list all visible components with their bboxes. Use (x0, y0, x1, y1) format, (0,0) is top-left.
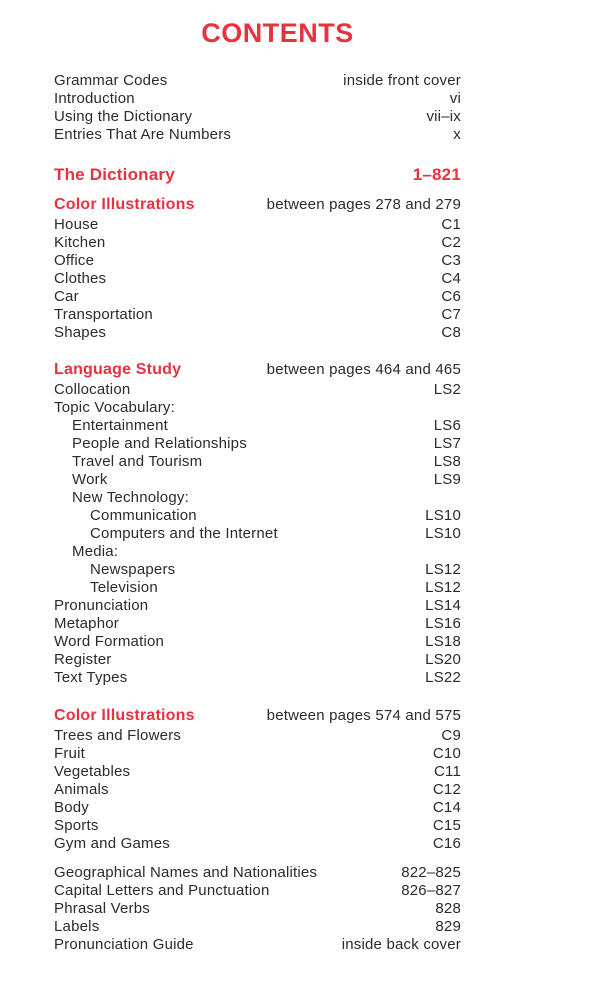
entry-page: C7 (441, 306, 461, 323)
entry-page: LS10 (425, 507, 461, 524)
section-heading-row[interactable] (54, 705, 461, 727)
language-study-section (54, 359, 461, 687)
toc-entry[interactable] (54, 561, 461, 579)
toc-entry[interactable] (54, 108, 461, 126)
entry-page: LS12 (425, 579, 461, 596)
entry-label: Television (90, 579, 158, 596)
toc-entry[interactable] (54, 900, 461, 918)
toc-entry[interactable] (54, 799, 461, 817)
toc-entry[interactable] (54, 835, 461, 853)
entry-page: C11 (433, 763, 461, 780)
entry-label: Computers and the Internet (90, 525, 278, 542)
entry-label: Car (54, 288, 79, 305)
entry-label: Trees and Flowers (54, 727, 182, 744)
toc-subheading (54, 399, 461, 417)
entry-page: LS20 (425, 651, 461, 668)
entry-label: Pronunciation Guide (54, 936, 194, 953)
page-title: CONTENTS (201, 18, 354, 48)
entry-page: C9 (441, 727, 461, 744)
toc-entry[interactable] (54, 669, 461, 687)
entry-page: C2 (441, 234, 461, 251)
toc-entry[interactable] (54, 471, 461, 489)
entry-label: Clothes (54, 270, 107, 287)
toc-entry[interactable] (54, 615, 461, 633)
toc-entry[interactable] (54, 633, 461, 651)
entry-label: Newspapers (90, 561, 176, 578)
entry-label: Register (54, 651, 112, 668)
entry-label: Grammar Codes (54, 72, 168, 89)
toc-entry[interactable] (54, 453, 461, 471)
entry-label: Topic Vocabulary: (54, 399, 175, 416)
entry-page: C10 (432, 745, 461, 762)
entry-page: LS8 (433, 453, 461, 470)
toc-entry[interactable] (54, 306, 461, 324)
toc-entry[interactable] (54, 882, 461, 900)
toc-entry[interactable] (54, 579, 461, 597)
front-matter-section (54, 72, 461, 144)
entry-label: Word Formation (54, 633, 165, 650)
entry-page: LS10 (425, 525, 461, 542)
dictionary-heading[interactable] (54, 164, 461, 186)
entry-page: C6 (441, 288, 461, 305)
entry-label: Metaphor (54, 615, 119, 632)
entry-page: C15 (432, 817, 461, 834)
color-illustrations-1-section (54, 194, 461, 342)
section-page-range: 1–821 (412, 165, 461, 184)
entry-page: C16 (432, 835, 461, 852)
entry-page: C14 (432, 799, 461, 816)
entry-page: inside front cover (343, 72, 461, 89)
entry-label: Collocation (54, 381, 131, 398)
entry-label: Introduction (54, 90, 135, 107)
back-matter-section (54, 864, 461, 954)
entry-page: LS12 (425, 561, 461, 578)
entry-page: LS14 (425, 597, 461, 614)
entry-label: Pronunciation (54, 597, 149, 614)
entry-label: Communication (90, 507, 197, 524)
toc-entry[interactable] (54, 507, 461, 525)
toc-entry[interactable] (54, 381, 461, 399)
entry-label: Labels (54, 918, 100, 935)
entry-page: vi (449, 90, 461, 107)
entry-page: C1 (441, 216, 461, 233)
entry-label: Work (72, 471, 108, 488)
entry-label: Sports (54, 817, 99, 834)
toc-entry[interactable] (54, 651, 461, 669)
entry-page: C8 (441, 324, 461, 341)
section-heading: Color Illustrations (54, 196, 195, 213)
toc-entry[interactable] (54, 72, 461, 90)
section-page-range: between pages 278 and 279 (266, 196, 461, 213)
section-heading-row[interactable] (54, 359, 461, 381)
entry-page: LS16 (425, 615, 461, 632)
section-heading: Language Study (54, 361, 182, 378)
toc-entry[interactable] (54, 324, 461, 342)
toc-entry[interactable] (54, 435, 461, 453)
entry-page: vii–ix (426, 108, 461, 125)
toc-entry[interactable] (54, 216, 461, 234)
toc-entry[interactable] (54, 525, 461, 543)
entry-page: C12 (432, 781, 461, 798)
toc-entry[interactable] (54, 817, 461, 835)
entry-label: Gym and Games (54, 835, 170, 852)
section-heading: Color Illustrations (54, 707, 195, 724)
entry-label: House (54, 216, 99, 233)
entry-label: Text Types (54, 669, 128, 686)
entry-label: Fruit (54, 745, 85, 762)
entry-label: People and Relationships (72, 435, 247, 452)
entry-label: Body (54, 799, 89, 816)
entry-page: LS2 (433, 381, 461, 398)
entry-label: Entries That Are Numbers (54, 126, 232, 143)
entry-page: 822–825 (401, 864, 461, 881)
entry-label: Vegetables (54, 763, 131, 780)
section-page-range: between pages 464 and 465 (266, 361, 461, 378)
dictionary-section (54, 164, 461, 186)
toc-entry[interactable] (54, 126, 461, 144)
entry-label: New Technology: (72, 489, 189, 506)
entry-label: Shapes (54, 324, 107, 341)
section-page-range: between pages 574 and 575 (266, 707, 461, 724)
toc-entry[interactable] (54, 417, 461, 435)
entry-page: LS6 (433, 417, 461, 434)
toc-entry[interactable] (54, 936, 461, 954)
entry-page: 829 (435, 918, 461, 935)
entry-label: Transportation (54, 306, 153, 323)
entry-page: inside back cover (341, 936, 461, 953)
entry-label: Media: (72, 543, 119, 560)
toc-entry[interactable] (54, 288, 461, 306)
entry-label: Geographical Names and Nationalities (54, 864, 318, 881)
entry-label: Animals (54, 781, 109, 798)
entry-page: x (453, 126, 461, 143)
entry-page: 828 (435, 900, 461, 917)
toc-entry[interactable] (54, 270, 461, 288)
entry-label: Entertainment (72, 417, 168, 434)
toc-subheading (54, 543, 461, 561)
entry-label: Office (54, 252, 95, 269)
toc-entry[interactable] (54, 763, 461, 781)
toc-entry[interactable] (54, 90, 461, 108)
entry-label: Kitchen (54, 234, 106, 251)
entry-label: Capital Letters and Punctuation (54, 882, 270, 899)
toc-entry[interactable] (54, 781, 461, 799)
toc-entry[interactable] (54, 234, 461, 252)
color-illustrations-2-section (54, 705, 461, 853)
entry-page: C4 (441, 270, 461, 287)
toc-entry[interactable] (54, 918, 461, 936)
entry-page: LS9 (433, 471, 461, 488)
section-heading-row[interactable] (54, 194, 461, 216)
toc-entry[interactable] (54, 252, 461, 270)
section-heading: The Dictionary (54, 165, 175, 184)
entry-page: C3 (441, 252, 461, 269)
entry-page: LS7 (433, 435, 461, 452)
entry-page: LS18 (425, 633, 461, 650)
entry-label: Travel and Tourism (72, 453, 203, 470)
toc-subheading (54, 489, 461, 507)
entry-label: Phrasal Verbs (54, 900, 150, 917)
toc-entry[interactable] (54, 727, 461, 745)
toc-entry[interactable] (54, 745, 461, 763)
toc-entry[interactable] (54, 864, 461, 882)
entry-page: 826–827 (401, 882, 461, 899)
entry-label: Using the Dictionary (54, 108, 193, 125)
toc-entry[interactable] (54, 597, 461, 615)
entry-page: LS22 (425, 669, 461, 686)
